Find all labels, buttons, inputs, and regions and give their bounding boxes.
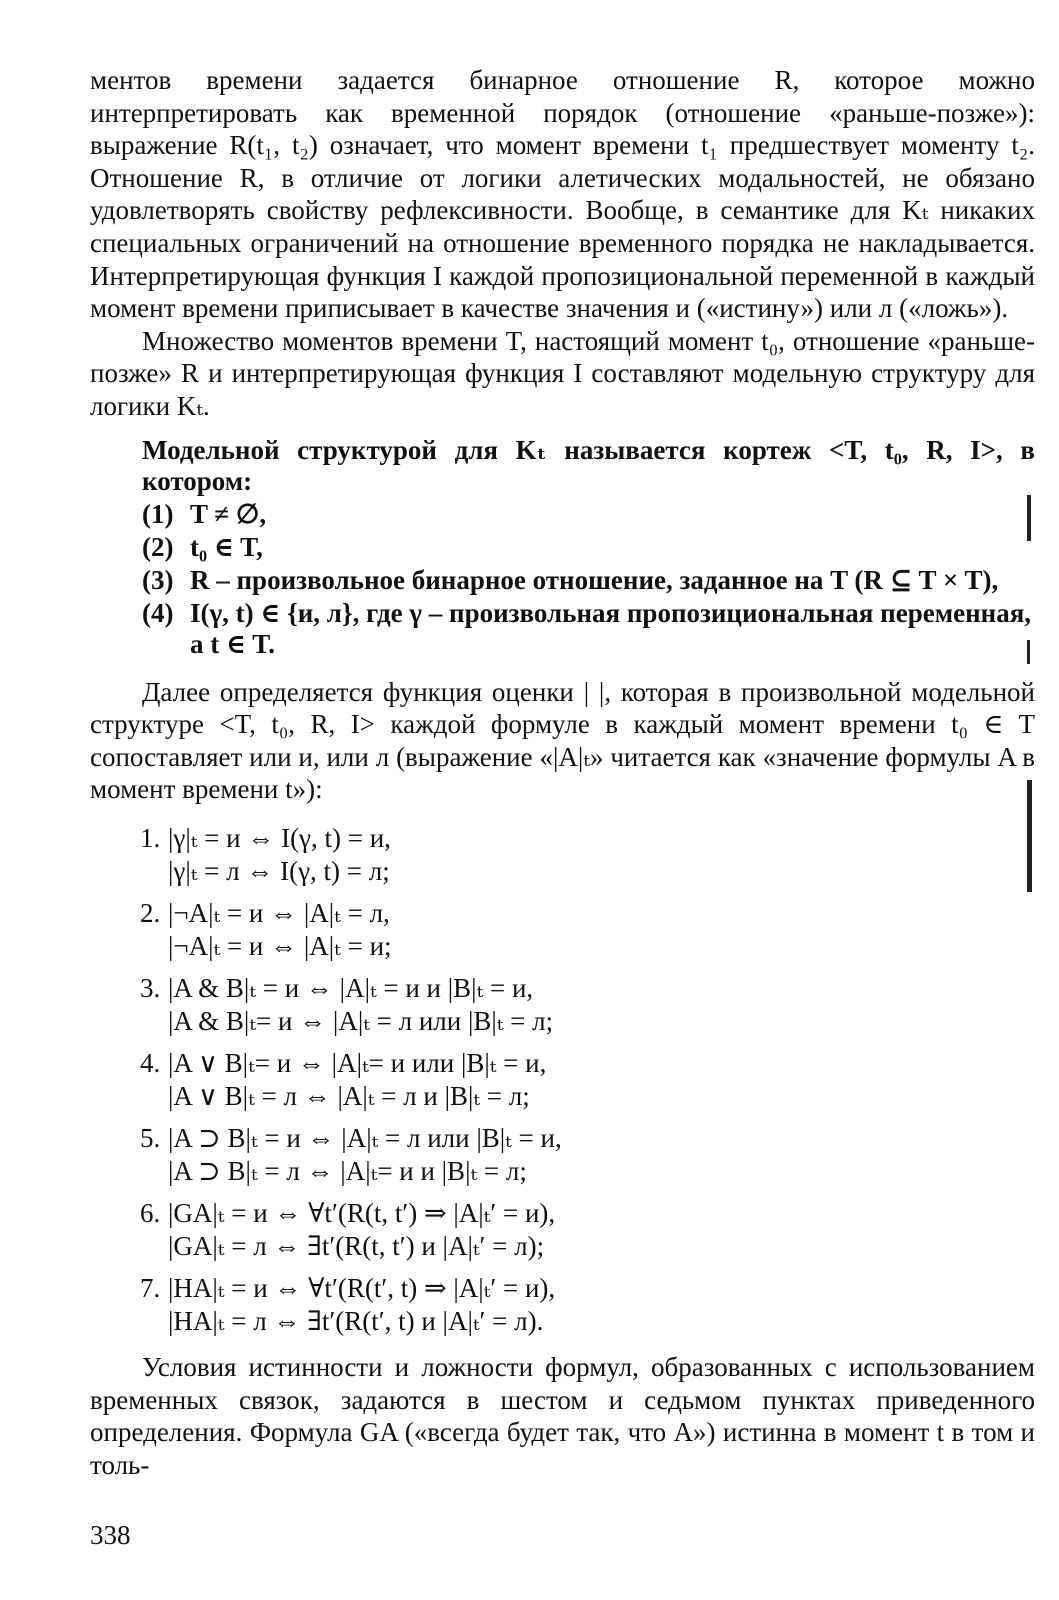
rule-line: |A ∨ B|ₜ = л ⇔ |A|ₜ = л и |B|ₜ = л; — [168, 1081, 530, 1112]
rule-line: |HA|ₜ = и ⇔ ∀t′(R(t′, t) ⇒ |A|ₜ′ = и), — [168, 1272, 556, 1303]
definition-item — [142, 532, 1035, 563]
valuation-rules — [140, 822, 1035, 1339]
model-structure-paragraph: Множество моментов времени T, настоящий момент t₀, отношение «раньше-позже» R и интерпретирующая функция I составляют модельную структуру для логики Kₜ. — [90, 325, 1035, 421]
valuation-rule — [140, 1047, 1035, 1114]
definition-item — [142, 598, 1035, 660]
definition-block — [142, 435, 1035, 660]
rule-line: |γ|ₜ = л ⇔ I(γ, t) = л; — [168, 856, 390, 887]
rule-line: |GA|ₜ = и ⇔ ∀t′(R(t, t′) ⇒ |A|ₜ′ = и), — [168, 1197, 556, 1228]
definition-heading: Модельной структурой для Kₜ называется кортеж <T, t₀, R, I>, в котором: — [142, 434, 1035, 496]
definition-item-text: R – произвольное бинарное отношение, заданное на T (R ⊆ T × T), — [190, 564, 999, 595]
rule-number: 2. — [140, 897, 161, 928]
valuation-rule — [140, 822, 1035, 889]
rule-line: |HA|ₜ = л ⇔ ∃t′(R(t′, t) и |A|ₜ′ = л). — [168, 1306, 544, 1337]
definition-item-text: T ≠ ∅, — [190, 498, 267, 529]
valuation-rule — [140, 1122, 1035, 1189]
rule-number: 6. — [140, 1197, 161, 1228]
definition-item-number: (1) — [142, 498, 174, 529]
rule-number: 1. — [140, 822, 161, 853]
definition-item — [142, 499, 1035, 530]
definition-item-number: (2) — [142, 531, 174, 562]
rule-number: 4. — [140, 1047, 161, 1078]
intro-paragraph: ментов времени задается бинарное отношение R, которое можно интерпретировать как временной порядок (отношение «раньше-позже»): выражение R(t₁, t₂) означает, что момент времени t₁ предшествует моменту t₂. Отношение R, в отличие от логики алетических модальностей, не обязано удовлетворять свойству рефлексивности. Вообще, в семантике для Kₜ никаких специальных ограничений на отношение временного порядка не накладывается. Интерпретирующая функция I каждой пропозициональной переменной в каждый момент времени приписывает в качестве значения и («истину») или л («ложь»). — [90, 65, 1035, 324]
rule-line: |¬A|ₜ = и ⇔ |A|ₜ = л, — [168, 897, 390, 928]
definition-item-number: (4) — [142, 597, 174, 628]
rule-number: 3. — [140, 972, 161, 1003]
valuation-rule — [140, 972, 1035, 1039]
scan-mark — [1027, 495, 1031, 541]
definition-item-number: (3) — [142, 564, 174, 595]
scan-mark — [1027, 640, 1030, 664]
rule-line: |A ∨ B|ₜ= и ⇔ |A|ₜ= и или |B|ₜ = и, — [168, 1047, 547, 1078]
rule-line: |γ|ₜ = и ⇔ I(γ, t) = и, — [168, 822, 391, 853]
scan-mark — [1027, 780, 1032, 892]
valuation-rule — [140, 1197, 1035, 1264]
rule-number: 5. — [140, 1122, 161, 1153]
rule-line: |A & B|ₜ = и ⇔ |A|ₜ = и и |B|ₜ = и, — [168, 972, 534, 1003]
rule-line: |¬A|ₜ = и ⇔ |A|ₜ = и; — [168, 931, 392, 962]
valuation-rule — [140, 1272, 1035, 1339]
page-content — [90, 64, 1035, 1481]
rule-line: |A ⊃ B|ₜ = л ⇔ |A|ₜ= и и |B|ₜ = л; — [168, 1156, 527, 1187]
valuation-paragraph: Далее определяется функция оценки | |, которая в произвольной модельной структуре <T, t₀, R, I> каждой формуле в каждый момент времени t₀ ∈ T сопоставляет или и, или л (выражение «|A|ₜ» читается как «значение формулы A в момент времени t»): — [90, 676, 1035, 805]
rule-line: |GA|ₜ = л ⇔ ∃t′(R(t, t′) и |A|ₜ′ = л); — [168, 1231, 545, 1262]
rule-line: |A ⊃ B|ₜ = и ⇔ |A|ₜ = л или |B|ₜ = и, — [168, 1122, 562, 1153]
page-number: 338 — [90, 1520, 131, 1550]
definition-item-text: t₀ ∈ T, — [190, 531, 263, 562]
rule-line: |A & B|ₜ= и ⇔ |A|ₜ = л или |B|ₜ = л; — [168, 1006, 554, 1037]
definition-item-text: I(γ, t) ∈ {и, л}, где γ – произвольная пропозициональная переменная, а t ∈ T. — [190, 597, 1032, 659]
valuation-rule — [140, 897, 1035, 964]
scan-margin-marks — [1023, 0, 1037, 1600]
closing-paragraph: Условия истинности и ложности формул, образованных с использованием временных связок, задаются в шестом и седьмом пунктах приведенного определения. Формула GA («всегда будет так, что A») истинна в момент t в том и толь- — [90, 1351, 1035, 1480]
rule-number: 7. — [140, 1272, 161, 1303]
definition-item — [142, 565, 1035, 596]
